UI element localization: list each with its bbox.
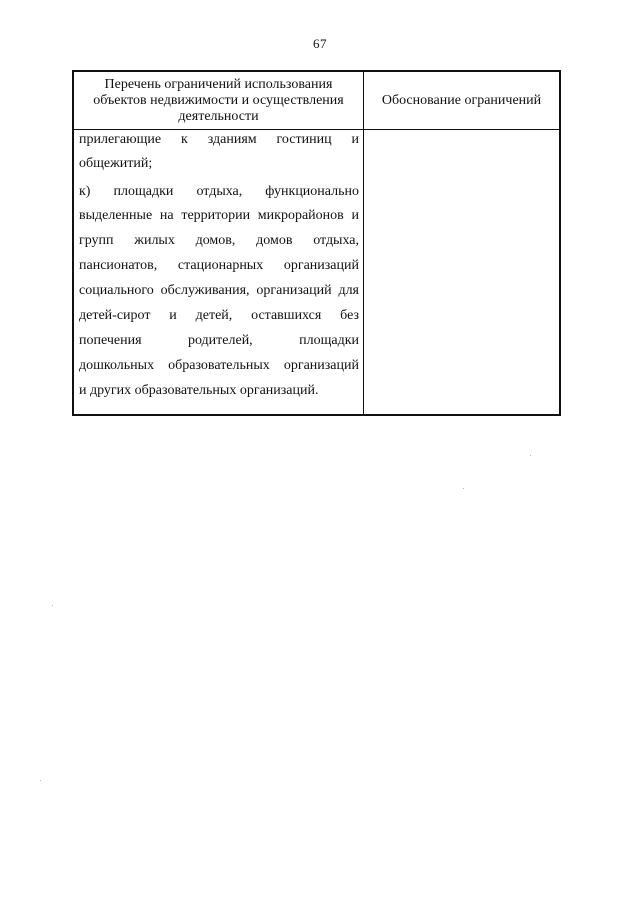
restrictions-text-line: общежитий; [79, 156, 153, 171]
scan-speck [530, 455, 531, 456]
page-number: 67 [313, 36, 327, 51]
header-restrictions-list [74, 72, 363, 129]
header-restrictions-list-text: Перечень ограничений использования объектов недвижимости и осуществления деятельности [93, 76, 344, 124]
restrictions-text-line: групп жилых домов, домов отдыха, [79, 233, 359, 248]
header-restrictions-justification-text: Обоснование ограничений [381, 92, 542, 108]
restrictions-text-line: выделенные на территории микрорайонов и [79, 208, 359, 223]
restrictions-text-line: и других образовательных организаций. [79, 383, 319, 398]
scan-speck [463, 488, 464, 489]
restrictions-text-line: прилегающие к зданиям гостиниц и [79, 132, 359, 147]
restrictions-text-line: социального обслуживания, организаций для [79, 283, 359, 298]
restrictions-text-line: детей-сирот и детей, оставшихся без [79, 308, 359, 323]
restrictions-text-line: дошкольных образовательных организаций [79, 358, 359, 373]
restrictions-table [72, 70, 561, 416]
restrictions-text-line: пансионатов, стационарных организаций [79, 258, 359, 273]
scan-speck [40, 780, 41, 781]
restrictions-justification-cell [364, 130, 559, 414]
header-restrictions-justification [364, 72, 559, 129]
restrictions-text-line: к) площадки отдыха, функционально [79, 184, 359, 199]
restrictions-text-line: попечения родителей, площадки [79, 333, 359, 348]
scan-speck [52, 605, 53, 606]
